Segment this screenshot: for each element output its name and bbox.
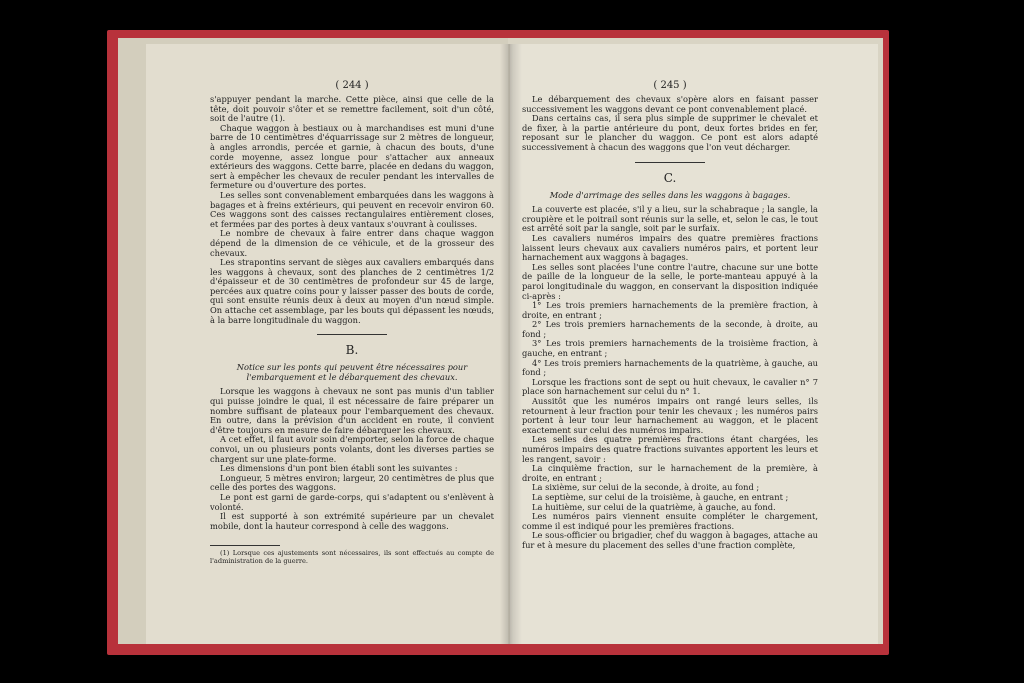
paragraph: Les selles sont convenablement embarquées dans les waggons à bagages et à freins extérieurs, qui peuvent en recevoir environ 60. Ces waggons sont des caisses rectangulaires entièrement closes, et fermées par des portes à deux vantaux s'ouvrant à coulisses. [210,189,494,229]
paragraph: Longueur, 5 mètres environ; largeur, 20 centimètres de plus que celle des portes des waggons. [210,472,494,493]
footnote-rule [210,545,280,546]
list-item: 1° Les trois premiers harnachements de la première fraction, à droite, en entrant ; [522,300,818,320]
list-item: La cinquième fraction, sur le harnachement de la première, à droite, en entrant ; [522,463,818,483]
book-gutter-shadow [500,44,522,644]
paragraph: Chaque waggon à bestiaux ou à marchandises est muni d'une barre de 10 centimètres d'équarrissage sur 2 mètres de longueur, à angles arrondis, percée et garnie, à chacun des bouts, d'une corde moyenne, assez longue pour s'attacher aux anneaux extérieurs des waggons. Cette barre, placée en dedans du waggon, sert à empêcher les chevaux de reculer pendant les intervalles de fermeture ou d'ouverture des portes. [210,122,494,191]
paragraph: Le nombre de chevaux à faire entrer dans chaque waggon dépend de la dimension de ce véhicule, et de la grosseur des chevaux. [210,228,494,258]
section-divider [635,162,705,163]
paragraph: A cet effet, il faut avoir soin d'emporter, selon la force de chaque convoi, un ou plusieurs ponts volants, dont les diverses parties se chargent sur une plate-forme. [210,434,494,464]
paragraph: Le pont est garni de garde-corps, qui s'adaptent ou s'enlèvent à volonté. [210,491,494,512]
paragraph: Les strapontins servant de sièges aux cavaliers embarqués dans les waggons à chevaux, sont des planches de 2 centimètres 1/2 d'épaisseur et de 30 centimètres de profondeur sur 45 de large, percées aux quatre coins pour y laisser passer des bouts de corde, qui sont ensuite réunis deux à deux au moyen d'un nœud simple. On attache cet assemblage, par les bouts qui dépassent les nœuds, à la barre longitudinale du waggon. [210,257,494,325]
paragraph: Les numéros pairs viennent ensuite compléter le chargement, comme il est indiqué pour les premières fractions. [522,511,818,531]
paragraph: Lorsque les fractions sont de sept ou huit chevaux, le cavalier n° 7 place son harnachement sur celui du n° 1. [522,376,818,397]
right-page [510,44,878,644]
list-item: 2° Les trois premiers harnachements de la seconde, à droite, au fond ; [522,319,818,339]
paragraph: Dans certains cas, il sera plus simple de supprimer le chevalet et de fixer, à la partie antérieure du pont, deux fortes brides en fer, reposant sur le plancher du waggon. Ce pont est alors adapté successivement à chacun des waggons que l'on veut décharger. [522,113,818,152]
paragraph: Il est supporté à son extrémité supérieure par un chevalet mobile, dont la hauteur correspond à celle des waggons. [210,511,494,531]
paragraph: La couverte est placée, s'il y a lieu, sur la schabraque ; la sangle, la croupière et le poitrail sont réunis sur la selle, et, selon le cas, le tout est arrêté soit par la sangle, soit par le surfaix. [522,204,818,234]
list-item: 4° Les trois premiers harnachements de la quatrième, à gauche, au fond ; [522,357,818,378]
section-divider [317,334,387,335]
paragraph: s'appuyer pendant la marche. Cette pièce, ainsi que celle de la tête, doit pouvoir s'ôter et se remettre facilement, soit d'un côté, soit de l'autre (1). [210,94,494,124]
paragraph: Lorsque les waggons à chevaux ne sont pas munis d'un tablier qui puisse joindre le quai, il est nécessaire de faire préparer un nombre suffisant de plateaux pour l'embarquement des chevaux. En outre, dans la prévision d'un accident en route, il convient d'être toujours en mesure de faire débarquer les chevaux. [210,386,494,435]
left-page [146,44,508,644]
page-number-244: ( 244 ) [335,80,369,91]
section-heading: Notice sur les ponts qui peuvent être nécessaires pour l'embarquement et le débarquement des chevaux. [236,362,468,382]
list-item: La huitième, sur celui de la quatrième, à gauche, au fond. [532,501,776,512]
section-letter-b: B. [345,343,359,358]
footnote: (1) Lorsque ces ajustements sont nécessaires, ils sont effectués au compte de l'administration de la guerre. [210,549,494,566]
page-number-245: ( 245 ) [653,80,687,91]
list-item: La septième, sur celui de la troisième, à gauche, en entrant ; [532,491,789,502]
paragraph: Aussitôt que les numéros impairs ont rangé leurs selles, ils retournent à leur fraction pour tenir les chevaux ; les numéros pairs portent à leur tour leur harnachement au waggon, et le placent exactement sur celui des numéros impairs. [522,396,818,435]
paragraph: Le débarquement des chevaux s'opère alors en faisant passer successivement les waggons devant ce pont convenablement placé. [522,94,818,114]
paragraph: Le sous-officier ou brigadier, chef du waggon à bagages, attache au fur et à mesure du placement des selles d'une fraction complète, [522,530,818,550]
paragraph: Les cavaliers numéros impairs des quatre premières fractions laissent leurs chevaux aux cavaliers numéros pairs, et portent leur harnachement aux waggons à bagages. [522,232,818,263]
paragraph: Les selles sont placées l'une contre l'autre, chacune sur une botte de paille de la longueur de la selle, le porte-manteau appuyé à la paroi longitudinale du waggon, en conservant la disposition indiquée ci-après : [522,261,818,301]
list-item: La sixième, sur celui de la seconde, à droite, au fond ; [532,482,760,493]
section-letter-c: C. [663,170,677,185]
list-item: 3° Les trois premiers harnachements de la troisième fraction, à gauche, en entrant ; [522,338,818,359]
paragraph: Les dimensions d'un pont bien établi sont les suivantes : [220,463,458,474]
paragraph: Les selles des quatre premières fractions étant chargées, les numéros impairs des quatre fractions suivantes apportent les leurs et les rangent, savoir : [522,434,818,464]
section-heading: Mode d'arrimage des selles dans les waggons à bagages. [549,189,791,200]
